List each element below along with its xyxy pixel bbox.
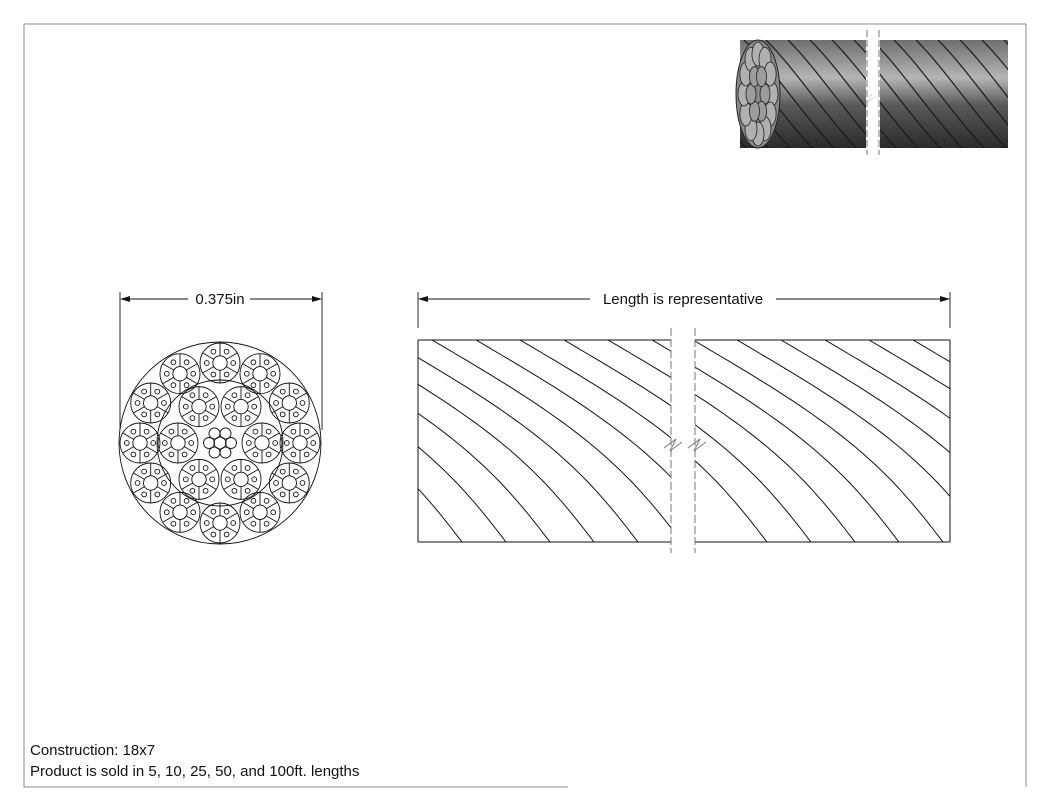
strand-helix [869,340,1050,542]
strand-section [158,423,198,463]
strand-helix [0,340,242,542]
strand-helix [517,340,767,542]
thumb-strand [1004,40,1050,148]
strand-helix [80,340,330,542]
strand-helix [476,340,726,542]
strand-helix [693,340,943,542]
strand-section [280,423,320,463]
strand-section [269,383,309,423]
lengths-note: Product is sold in 5, 10, 25, 50, and 100ft. lengths [30,763,360,780]
strand-section [179,459,219,499]
construction-note: Construction: 18x7 [30,742,156,759]
thumb-strand [656,40,746,148]
strand-section [221,459,261,499]
diameter-label: 0.375in [195,291,245,308]
strand-section [242,423,282,463]
strand-helix [605,340,855,542]
core-strand [204,428,237,458]
strand-helix [520,340,770,542]
thumb-strand [634,40,724,148]
rope-end-face [736,40,780,148]
strand-helix [561,340,811,542]
strand-helix [1045,340,1050,542]
strand-helix [564,340,814,542]
strand-helix [825,340,1050,542]
strand-helix [957,340,1050,542]
strand-section [131,463,171,503]
side-view [0,340,1050,542]
strand-helix [649,340,899,542]
strand-section [269,463,309,503]
strand-helix [344,340,594,542]
rope-3d-render [634,30,1050,155]
break-symbol-side [664,439,706,451]
strand-helix [300,340,550,542]
strand-section [131,383,171,423]
notes-block [30,740,359,782]
length-label: Length is representative [602,291,764,308]
strand-helix [913,340,1050,542]
cross-section-view [119,342,321,544]
strand-helix [388,340,638,542]
strand-helix [781,340,1031,542]
strand-helix [652,340,902,542]
strand-section [200,503,240,543]
strand-section [120,423,160,463]
strand-helix [608,340,858,542]
strand-section [200,343,240,383]
drawing-border [24,24,1026,787]
break-lines-thumb [867,30,879,155]
strand-section [179,387,219,427]
thumb-strand-end [757,67,767,87]
strand-section [221,387,261,427]
strand-helix [432,340,682,542]
